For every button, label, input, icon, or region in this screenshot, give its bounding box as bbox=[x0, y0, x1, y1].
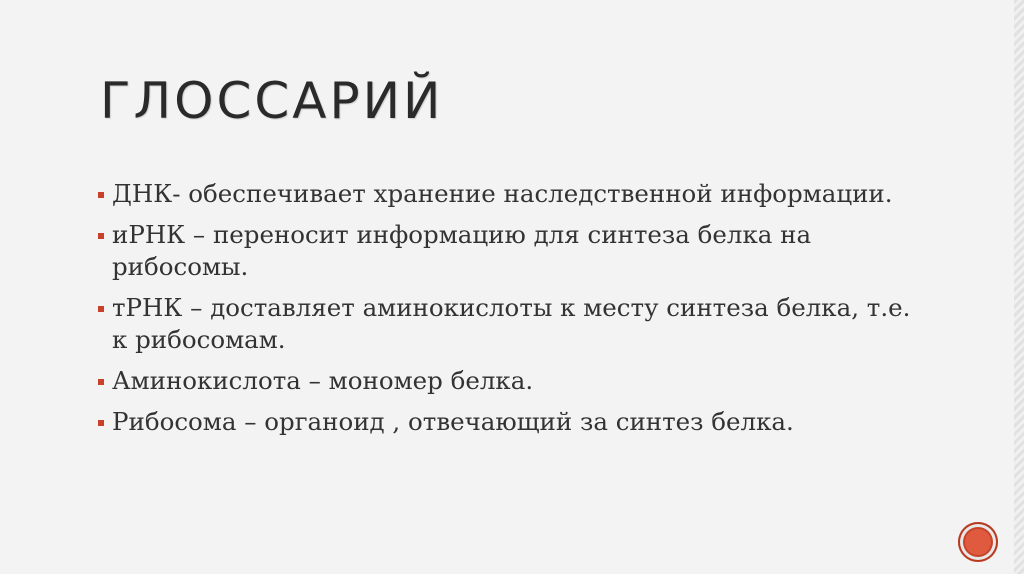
square-bullet-icon bbox=[98, 379, 104, 385]
list-item bbox=[98, 292, 928, 356]
list-item bbox=[98, 219, 928, 283]
list-item-text: тРНК – доставляет аминокислоты к месту синтеза белка, т.е. к рибосомам. bbox=[112, 293, 911, 354]
list-item-text: Аминокислота – мономер белка. bbox=[112, 366, 534, 395]
slide-nav-circle-button[interactable] bbox=[958, 522, 998, 562]
list-item bbox=[98, 365, 928, 397]
glossary-list bbox=[98, 178, 928, 447]
edge-pattern-decoration bbox=[1014, 0, 1024, 574]
list-item-text: Рибосома – органоид , отвечающий за синтез белка. bbox=[112, 407, 794, 436]
square-bullet-icon bbox=[98, 192, 104, 198]
list-item-text: иРНК – переносит информацию для синтеза белка на рибосомы. bbox=[112, 220, 812, 281]
square-bullet-icon bbox=[98, 233, 104, 239]
list-item-text: ДНК- обеспечивает хранение наследственной информации. bbox=[112, 179, 893, 208]
slide-title: ГЛОССАРИЙ bbox=[100, 72, 444, 130]
square-bullet-icon bbox=[98, 306, 104, 312]
list-item bbox=[98, 406, 928, 438]
square-bullet-icon bbox=[98, 420, 104, 426]
list-item bbox=[98, 178, 928, 210]
